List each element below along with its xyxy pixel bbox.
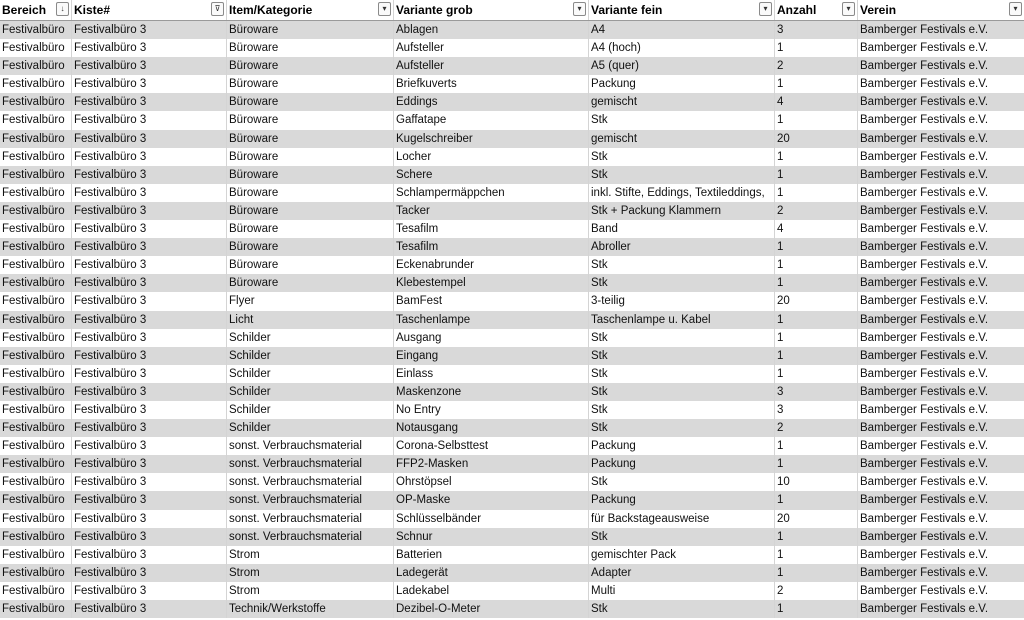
cell-variante-grob[interactable]: Notausgang xyxy=(394,419,589,437)
cell-verein[interactable]: Bamberger Festivals e.V. xyxy=(860,295,989,308)
cell-verein[interactable]: Bamberger Festivals e.V. xyxy=(860,530,989,543)
cell-item-kategorie[interactable]: sonst. Verbrauchsmaterial xyxy=(227,473,394,491)
cell-anzahl[interactable]: 1 xyxy=(775,111,858,129)
cell-bereich[interactable]: Festivalbüro xyxy=(0,491,72,509)
column-header-kiste[interactable] xyxy=(72,0,227,20)
cell-item-kategorie[interactable]: Schilder xyxy=(227,365,394,383)
cell-bereich[interactable]: Festivalbüro xyxy=(0,564,72,582)
cell-kiste[interactable]: Festivalbüro 3 xyxy=(72,437,227,455)
column-header-bereich[interactable] xyxy=(0,0,72,20)
cell-kiste[interactable]: Festivalbüro 3 xyxy=(72,256,227,274)
cell-variante-grob[interactable]: Ausgang xyxy=(394,329,589,347)
table-row xyxy=(0,455,1024,473)
cell-kiste[interactable]: Festivalbüro 3 xyxy=(72,93,227,111)
cell-variante-fein[interactable]: A4 (hoch) xyxy=(589,39,775,57)
cell-variante-fein[interactable]: Stk xyxy=(589,256,775,274)
cell-variante-fein[interactable]: gemischt xyxy=(589,93,775,111)
cell-item-kategorie[interactable]: Büroware xyxy=(227,256,394,274)
cell-anzahl[interactable]: 1 xyxy=(775,184,858,202)
cell-item-kategorie[interactable]: Büroware xyxy=(227,184,394,202)
table-row xyxy=(0,256,1024,274)
cell-anzahl[interactable]: 1 xyxy=(775,437,858,455)
cell-item-kategorie[interactable]: Büroware xyxy=(227,274,394,292)
cell-variante-grob[interactable]: FFP2-Masken xyxy=(394,455,589,473)
cell-anzahl[interactable]: 1 xyxy=(775,39,858,57)
cell-item-kategorie[interactable]: Büroware xyxy=(227,111,394,129)
cell-variante-grob[interactable]: OP-Maske xyxy=(394,491,589,509)
cell-verein[interactable]: Bamberger Festivals e.V. xyxy=(860,313,989,326)
cell-bereich[interactable]: Festivalbüro xyxy=(0,473,72,491)
cell-anzahl[interactable]: 3 xyxy=(775,401,858,419)
cell-anzahl[interactable]: 1 xyxy=(775,491,858,509)
cell-variante-grob[interactable]: Dezibel-O-Meter xyxy=(394,600,589,618)
cell-kiste[interactable]: Festivalbüro 3 xyxy=(72,365,227,383)
cell-item-kategorie[interactable]: Büroware xyxy=(227,130,394,148)
cell-variante-fein[interactable]: Packung xyxy=(589,437,775,455)
cell-variante-fein[interactable]: gemischt xyxy=(589,130,775,148)
table-row xyxy=(0,582,1024,600)
table-row xyxy=(0,166,1024,184)
cell-variante-grob[interactable]: Batterien xyxy=(394,546,589,564)
cell-item-kategorie[interactable]: sonst. Verbrauchsmaterial xyxy=(227,528,394,546)
cell-verein[interactable]: Bamberger Festivals e.V. xyxy=(860,132,989,145)
cell-variante-fein[interactable]: Abroller xyxy=(589,238,775,256)
cell-variante-grob[interactable]: Gaffatape xyxy=(394,111,589,129)
cell-kiste[interactable]: Festivalbüro 3 xyxy=(72,600,227,618)
cell-kiste[interactable]: Festivalbüro 3 xyxy=(72,582,227,600)
cell-bereich[interactable]: Festivalbüro xyxy=(0,455,72,473)
cell-variante-fein[interactable]: Packung xyxy=(589,491,775,509)
table-row xyxy=(0,202,1024,220)
cell-variante-fein[interactable]: Stk xyxy=(589,148,775,166)
cell-bereich[interactable]: Festivalbüro xyxy=(0,166,72,184)
cell-item-kategorie[interactable]: Büroware xyxy=(227,148,394,166)
cell-anzahl[interactable]: 20 xyxy=(775,292,858,310)
cell-kiste[interactable]: Festivalbüro 3 xyxy=(72,21,227,39)
cell-anzahl[interactable]: 2 xyxy=(775,202,858,220)
table-row xyxy=(0,347,1024,365)
filter-active-icon[interactable]: ⊽ xyxy=(211,2,224,16)
table-row xyxy=(0,292,1024,310)
cell-verein[interactable]: Bamberger Festivals e.V. xyxy=(860,440,989,453)
table-row xyxy=(0,437,1024,455)
cell-kiste[interactable]: Festivalbüro 3 xyxy=(72,220,227,238)
cell-variante-grob[interactable]: Schlampermäppchen xyxy=(394,184,589,202)
cell-item-kategorie[interactable]: sonst. Verbrauchsmaterial xyxy=(227,491,394,509)
cell-verein[interactable]: Bamberger Festivals e.V. xyxy=(860,241,989,254)
cell-item-kategorie[interactable]: Strom xyxy=(227,564,394,582)
table-row xyxy=(0,111,1024,129)
cell-anzahl[interactable]: 1 xyxy=(775,564,858,582)
cell-variante-fein[interactable]: Stk xyxy=(589,274,775,292)
cell-verein[interactable]: Bamberger Festivals e.V. xyxy=(860,422,989,435)
cell-bereich[interactable]: Festivalbüro xyxy=(0,383,72,401)
cell-anzahl[interactable]: 1 xyxy=(775,455,858,473)
sort-ascending-filter-icon[interactable]: ↓ xyxy=(56,2,69,16)
cell-variante-grob[interactable]: Schnur xyxy=(394,528,589,546)
cell-kiste[interactable]: Festivalbüro 3 xyxy=(72,130,227,148)
cell-kiste[interactable]: Festivalbüro 3 xyxy=(72,546,227,564)
cell-verein[interactable]: Bamberger Festivals e.V. xyxy=(860,494,989,507)
cell-bereich[interactable]: Festivalbüro xyxy=(0,111,72,129)
cell-item-kategorie[interactable]: Licht xyxy=(227,311,394,329)
cell-kiste[interactable]: Festivalbüro 3 xyxy=(72,473,227,491)
cell-anzahl[interactable]: 2 xyxy=(775,582,858,600)
table-row xyxy=(0,311,1024,329)
cell-anzahl[interactable]: 1 xyxy=(775,148,858,166)
cell-bereich[interactable]: Festivalbüro xyxy=(0,39,72,57)
cell-item-kategorie[interactable]: Büroware xyxy=(227,238,394,256)
cell-verein[interactable]: Bamberger Festivals e.V. xyxy=(860,566,989,579)
table-row xyxy=(0,365,1024,383)
cell-item-kategorie[interactable]: Büroware xyxy=(227,220,394,238)
cell-variante-grob[interactable]: Aufsteller xyxy=(394,39,589,57)
column-header-label: Variante fein xyxy=(591,3,663,17)
cell-variante-fein[interactable]: Stk xyxy=(589,383,775,401)
cell-variante-grob[interactable]: Einlass xyxy=(394,365,589,383)
cell-anzahl[interactable]: 1 xyxy=(775,238,858,256)
cell-verein[interactable]: Bamberger Festivals e.V. xyxy=(860,186,989,199)
cell-variante-fein[interactable]: A4 xyxy=(589,21,775,39)
cell-anzahl[interactable]: 1 xyxy=(775,546,858,564)
column-header-item-kategorie[interactable] xyxy=(227,0,394,20)
table-row xyxy=(0,564,1024,582)
cell-verein[interactable]: Bamberger Festivals e.V. xyxy=(860,476,989,489)
cell-anzahl[interactable]: 1 xyxy=(775,75,858,93)
cell-anzahl[interactable]: 10 xyxy=(775,473,858,491)
cell-anzahl[interactable]: 1 xyxy=(775,329,858,347)
cell-kiste[interactable]: Festivalbüro 3 xyxy=(72,184,227,202)
cell-item-kategorie[interactable]: Büroware xyxy=(227,39,394,57)
cell-kiste[interactable]: Festivalbüro 3 xyxy=(72,166,227,184)
cell-bereich[interactable]: Festivalbüro xyxy=(0,347,72,365)
table-row xyxy=(0,528,1024,546)
cell-bereich[interactable]: Festivalbüro xyxy=(0,528,72,546)
cell-bereich[interactable]: Festivalbüro xyxy=(0,148,72,166)
column-header-label: Bereich xyxy=(2,3,47,17)
cell-anzahl[interactable]: 1 xyxy=(775,256,858,274)
cell-kiste[interactable]: Festivalbüro 3 xyxy=(72,510,227,528)
cell-item-kategorie[interactable]: Büroware xyxy=(227,75,394,93)
table-row xyxy=(0,148,1024,166)
cell-variante-grob[interactable]: Briefkuverts xyxy=(394,75,589,93)
cell-variante-grob[interactable]: Ohrstöpsel xyxy=(394,473,589,491)
table-row xyxy=(0,546,1024,564)
cell-item-kategorie[interactable]: Technik/Werkstoffe xyxy=(227,600,394,618)
cell-item-kategorie[interactable]: Schilder xyxy=(227,347,394,365)
cell-verein[interactable]: Bamberger Festivals e.V. xyxy=(860,512,989,525)
cell-variante-grob[interactable]: Klebestempel xyxy=(394,274,589,292)
cell-kiste[interactable]: Festivalbüro 3 xyxy=(72,75,227,93)
cell-verein[interactable]: Bamberger Festivals e.V. xyxy=(860,24,989,36)
column-header-anzahl[interactable] xyxy=(775,0,858,20)
cell-anzahl[interactable]: 2 xyxy=(775,57,858,75)
cell-variante-fein[interactable]: Stk xyxy=(589,600,775,618)
cell-anzahl[interactable]: 20 xyxy=(775,130,858,148)
cell-variante-grob[interactable]: Ablagen xyxy=(394,21,589,39)
table-row xyxy=(0,473,1024,491)
cell-verein[interactable]: Bamberger Festivals e.V. xyxy=(860,168,989,181)
cell-bereich[interactable]: Festivalbüro xyxy=(0,202,72,220)
cell-variante-fein[interactable]: Stk + Packung Klammern xyxy=(589,202,775,220)
cell-bereich[interactable]: Festivalbüro xyxy=(0,274,72,292)
cell-anzahl[interactable]: 1 xyxy=(775,274,858,292)
cell-anzahl[interactable]: 20 xyxy=(775,510,858,528)
cell-bereich[interactable]: Festivalbüro xyxy=(0,365,72,383)
cell-bereich[interactable]: Festivalbüro xyxy=(0,419,72,437)
table-row xyxy=(0,220,1024,238)
cell-item-kategorie[interactable]: sonst. Verbrauchsmaterial xyxy=(227,455,394,473)
cell-bereich[interactable]: Festivalbüro xyxy=(0,600,72,618)
table-row xyxy=(0,39,1024,57)
cell-bereich[interactable]: Festivalbüro xyxy=(0,238,72,256)
cell-anzahl[interactable]: 4 xyxy=(775,220,858,238)
cell-anzahl[interactable]: 3 xyxy=(775,383,858,401)
cell-bereich[interactable]: Festivalbüro xyxy=(0,510,72,528)
cell-variante-grob[interactable]: Maskenzone xyxy=(394,383,589,401)
cell-kiste[interactable]: Festivalbüro 3 xyxy=(72,311,227,329)
cell-verein[interactable]: Bamberger Festivals e.V. xyxy=(860,458,989,471)
cell-variante-grob[interactable]: Schere xyxy=(394,166,589,184)
cell-bereich[interactable]: Festivalbüro xyxy=(0,130,72,148)
cell-bereich[interactable]: Festivalbüro xyxy=(0,582,72,600)
cell-bereich[interactable]: Festivalbüro xyxy=(0,401,72,419)
cell-item-kategorie[interactable]: sonst. Verbrauchsmaterial xyxy=(227,510,394,528)
cell-variante-fein[interactable]: Stk xyxy=(589,473,775,491)
column-header-label: Anzahl xyxy=(777,3,817,17)
column-header-label: Verein xyxy=(860,3,897,17)
cell-anzahl[interactable]: 1 xyxy=(775,365,858,383)
cell-kiste[interactable]: Festivalbüro 3 xyxy=(72,292,227,310)
cell-verein[interactable]: Bamberger Festivals e.V. xyxy=(860,60,989,73)
cell-bereich[interactable]: Festivalbüro xyxy=(0,292,72,310)
cell-variante-fein[interactable]: gemischter Pack xyxy=(589,546,775,564)
cell-verein[interactable]: Bamberger Festivals e.V. xyxy=(860,96,989,109)
cell-bereich[interactable]: Festivalbüro xyxy=(0,184,72,202)
cell-item-kategorie[interactable]: Strom xyxy=(227,546,394,564)
column-header-variante-fein[interactable] xyxy=(589,0,775,20)
cell-item-kategorie[interactable]: Schilder xyxy=(227,419,394,437)
cell-verein[interactable]: Bamberger Festivals e.V. xyxy=(860,277,989,290)
cell-variante-grob[interactable]: Ladekabel xyxy=(394,582,589,600)
table-row xyxy=(0,600,1024,618)
dropdown-arrow-icon[interactable]: ▾ xyxy=(759,2,772,16)
table-row xyxy=(0,510,1024,528)
cell-variante-grob[interactable]: Tesafilm xyxy=(394,238,589,256)
cell-item-kategorie[interactable]: Flyer xyxy=(227,292,394,310)
cell-verein[interactable]: Bamberger Festivals e.V. xyxy=(860,331,989,344)
cell-bereich[interactable]: Festivalbüro xyxy=(0,75,72,93)
cell-variante-fein[interactable]: Adapter xyxy=(589,564,775,582)
cell-verein[interactable]: Bamberger Festivals e.V. xyxy=(860,349,989,362)
cell-variante-fein[interactable]: Packung xyxy=(589,455,775,473)
cell-variante-grob[interactable]: Eckenabrunder xyxy=(394,256,589,274)
table-row xyxy=(0,184,1024,202)
cell-kiste[interactable]: Festivalbüro 3 xyxy=(72,111,227,129)
cell-item-kategorie[interactable]: Büroware xyxy=(227,202,394,220)
cell-kiste[interactable]: Festivalbüro 3 xyxy=(72,419,227,437)
cell-bereich[interactable]: Festivalbüro xyxy=(0,256,72,274)
column-header-label: Item/Kategorie xyxy=(229,3,313,17)
cell-kiste[interactable]: Festivalbüro 3 xyxy=(72,57,227,75)
dropdown-arrow-icon[interactable]: ▾ xyxy=(378,2,391,16)
cell-variante-fein[interactable]: für Backstageausweise xyxy=(589,510,775,528)
cell-verein[interactable]: Bamberger Festivals e.V. xyxy=(860,42,989,55)
cell-variante-fein[interactable]: Stk xyxy=(589,166,775,184)
table-body xyxy=(0,21,1024,618)
cell-variante-fein[interactable]: inkl. Stifte, Eddings, Textileddings, xyxy=(589,184,775,202)
cell-bereich[interactable]: Festivalbüro xyxy=(0,329,72,347)
cell-item-kategorie[interactable]: Büroware xyxy=(227,21,394,39)
cell-variante-fein[interactable]: Band xyxy=(589,220,775,238)
table-row xyxy=(0,75,1024,93)
column-header-label: Variante grob xyxy=(396,3,473,17)
cell-variante-fein[interactable]: Stk xyxy=(589,419,775,437)
cell-variante-grob[interactable]: Ladegerät xyxy=(394,564,589,582)
cell-bereich[interactable]: Festivalbüro xyxy=(0,220,72,238)
cell-verein[interactable]: Bamberger Festivals e.V. xyxy=(860,367,989,380)
cell-item-kategorie[interactable]: Schilder xyxy=(227,383,394,401)
table-row xyxy=(0,419,1024,437)
cell-kiste[interactable]: Festivalbüro 3 xyxy=(72,455,227,473)
cell-variante-fein[interactable]: A5 (quer) xyxy=(589,57,775,75)
cell-kiste[interactable]: Festivalbüro 3 xyxy=(72,202,227,220)
cell-anzahl[interactable]: 3 xyxy=(775,21,858,39)
table-row xyxy=(0,274,1024,292)
cell-bereich[interactable]: Festivalbüro xyxy=(0,546,72,564)
column-header-variante-grob[interactable] xyxy=(394,0,589,20)
cell-bereich[interactable]: Festivalbüro xyxy=(0,437,72,455)
table-row xyxy=(0,21,1024,39)
cell-variante-fein[interactable]: Taschenlampe u. Kabel xyxy=(589,311,775,329)
cell-variante-grob[interactable]: Eingang xyxy=(394,347,589,365)
cell-verein[interactable]: Bamberger Festivals e.V. xyxy=(860,403,989,416)
cell-variante-fein[interactable]: Stk xyxy=(589,329,775,347)
cell-item-kategorie[interactable]: Büroware xyxy=(227,166,394,184)
cell-kiste[interactable]: Festivalbüro 3 xyxy=(72,274,227,292)
cell-verein[interactable]: Bamberger Festivals e.V. xyxy=(860,150,989,163)
cell-item-kategorie[interactable]: sonst. Verbrauchsmaterial xyxy=(227,437,394,455)
cell-item-kategorie[interactable]: Schilder xyxy=(227,329,394,347)
cell-verein[interactable]: Bamberger Festivals e.V. xyxy=(860,385,989,398)
cell-verein[interactable]: Bamberger Festivals e.V. xyxy=(860,114,989,127)
cell-kiste[interactable]: Festivalbüro 3 xyxy=(72,329,227,347)
cell-verein[interactable]: Bamberger Festivals e.V. xyxy=(860,584,989,597)
dropdown-arrow-icon[interactable]: ▾ xyxy=(573,2,586,16)
cell-anzahl[interactable]: 1 xyxy=(775,600,858,618)
cell-variante-grob[interactable]: Tesafilm xyxy=(394,220,589,238)
cell-verein[interactable]: Bamberger Festivals e.V. xyxy=(860,223,989,236)
cell-variante-grob[interactable]: Locher xyxy=(394,148,589,166)
table-row xyxy=(0,57,1024,75)
header-row xyxy=(0,0,1024,21)
dropdown-arrow-icon[interactable]: ▾ xyxy=(1009,2,1022,16)
cell-kiste[interactable]: Festivalbüro 3 xyxy=(72,347,227,365)
cell-kiste[interactable]: Festivalbüro 3 xyxy=(72,39,227,57)
cell-kiste[interactable]: Festivalbüro 3 xyxy=(72,383,227,401)
table-row xyxy=(0,329,1024,347)
table-row xyxy=(0,93,1024,111)
cell-kiste[interactable]: Festivalbüro 3 xyxy=(72,148,227,166)
cell-anzahl[interactable]: 1 xyxy=(775,347,858,365)
cell-anzahl[interactable]: 4 xyxy=(775,93,858,111)
cell-variante-grob[interactable]: Corona-Selbsttest xyxy=(394,437,589,455)
cell-bereich[interactable]: Festivalbüro xyxy=(0,311,72,329)
cell-variante-grob[interactable]: Kugelschreiber xyxy=(394,130,589,148)
table-row xyxy=(0,491,1024,509)
cell-variante-grob[interactable]: Aufsteller xyxy=(394,57,589,75)
cell-item-kategorie[interactable]: Schilder xyxy=(227,401,394,419)
table-row xyxy=(0,401,1024,419)
table-row xyxy=(0,383,1024,401)
dropdown-arrow-icon[interactable]: ▾ xyxy=(842,2,855,16)
cell-anzahl[interactable]: 1 xyxy=(775,528,858,546)
cell-variante-grob[interactable]: Schlüsselbänder xyxy=(394,510,589,528)
cell-bereich[interactable]: Festivalbüro xyxy=(0,93,72,111)
cell-item-kategorie[interactable]: Büroware xyxy=(227,93,394,111)
cell-variante-fein[interactable]: Multi xyxy=(589,582,775,600)
cell-bereich[interactable]: Festivalbüro xyxy=(0,21,72,39)
cell-verein[interactable]: Bamberger Festivals e.V. xyxy=(860,204,989,217)
cell-anzahl[interactable]: 2 xyxy=(775,419,858,437)
cell-verein[interactable]: Bamberger Festivals e.V. xyxy=(860,548,989,561)
cell-variante-fein[interactable]: Stk xyxy=(589,347,775,365)
cell-bereich[interactable]: Festivalbüro xyxy=(0,57,72,75)
cell-verein[interactable]: Bamberger Festivals e.V. xyxy=(860,78,989,91)
cell-kiste[interactable]: Festivalbüro 3 xyxy=(72,238,227,256)
cell-kiste[interactable]: Festivalbüro 3 xyxy=(72,528,227,546)
column-header-verein[interactable] xyxy=(858,0,1024,20)
cell-anzahl[interactable]: 1 xyxy=(775,166,858,184)
cell-variante-fein[interactable]: Stk xyxy=(589,365,775,383)
cell-anzahl[interactable]: 1 xyxy=(775,311,858,329)
cell-kiste[interactable]: Festivalbüro 3 xyxy=(72,401,227,419)
cell-kiste[interactable]: Festivalbüro 3 xyxy=(72,564,227,582)
cell-verein[interactable]: Bamberger Festivals e.V. xyxy=(860,259,989,272)
table-row xyxy=(0,130,1024,148)
cell-item-kategorie[interactable]: Büroware xyxy=(227,57,394,75)
cell-variante-fein[interactable]: Stk xyxy=(589,401,775,419)
cell-variante-fein[interactable]: 3-teilig xyxy=(589,292,775,310)
cell-variante-fein[interactable]: Stk xyxy=(589,528,775,546)
cell-variante-grob[interactable]: No Entry xyxy=(394,401,589,419)
cell-variante-grob[interactable]: Eddings xyxy=(394,93,589,111)
column-header-label: Kiste# xyxy=(74,3,111,17)
cell-variante-grob[interactable]: Tacker xyxy=(394,202,589,220)
cell-variante-grob[interactable]: Taschenlampe xyxy=(394,311,589,329)
cell-verein[interactable]: Bamberger Festivals e.V. xyxy=(860,603,989,615)
cell-kiste[interactable]: Festivalbüro 3 xyxy=(72,491,227,509)
table-row xyxy=(0,238,1024,256)
cell-variante-grob[interactable]: BamFest xyxy=(394,292,589,310)
cell-variante-fein[interactable]: Stk xyxy=(589,111,775,129)
cell-item-kategorie[interactable]: Strom xyxy=(227,582,394,600)
cell-variante-fein[interactable]: Packung xyxy=(589,75,775,93)
